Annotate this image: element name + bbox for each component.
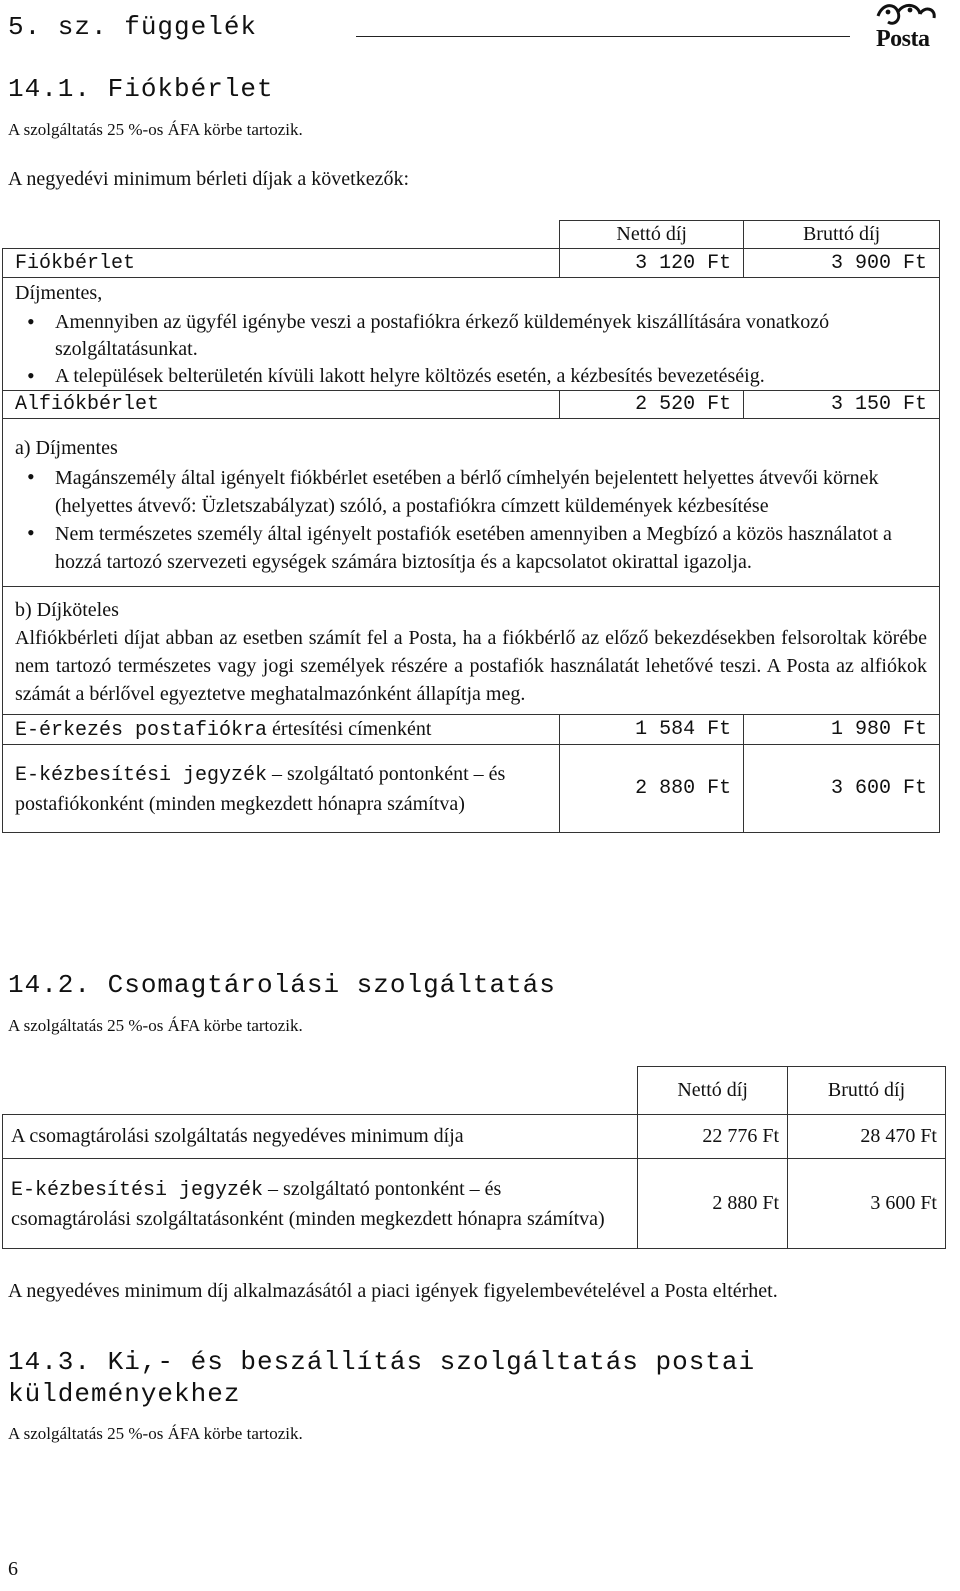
page-number: 6 <box>8 1558 18 1580</box>
free-conditions-row <box>3 278 940 391</box>
section-heading-14-2: 14.2. Csomagtárolási szolgáltatás <box>8 970 556 1000</box>
list-item: • A települések belterületén kívüli lakott helyre költözés esetén, a kézbesítés bevezetéséig. <box>15 363 927 390</box>
intro-text: A negyedévi minimum bérleti díjak a következők: <box>8 168 410 190</box>
net-value: 2 880 Ft <box>560 745 744 833</box>
table-header-row <box>3 221 940 249</box>
row-label: A csomagtárolási szolgáltatás negyedéves minimum díja <box>3 1115 638 1159</box>
col-gross-header: Bruttó díj <box>788 1067 946 1115</box>
net-value: 2 880 Ft <box>638 1159 788 1249</box>
row-label-text: – szolgáltató pontonként – és postafiókonként (minden megkezdett hónapra számítva) <box>15 762 506 815</box>
row-label-code: E-kézbesítési jegyzék <box>11 1178 264 1202</box>
vat-note: A szolgáltatás 25 %-os ÁFA körbe tartozik. <box>8 120 303 139</box>
vat-note: A szolgáltatás 25 %-os ÁFA körbe tartozik. <box>8 1424 303 1443</box>
section-heading-14-3: 14.3. Ki,- és beszállítás szolgáltatás postai küldeményekhez <box>8 1347 756 1409</box>
fee-table-14-1 <box>2 220 940 833</box>
table-row <box>3 249 940 278</box>
list-item: • Magánszemély által igényelt fiókbérlet esetében a bérlő címhelyén bejelentett helyettes átvevői körnek (helyettes átvevő: Üzletszabályzat) szóló, a postafiókra címzett küldemények kézbesítése <box>15 464 927 520</box>
gross-value: 3 150 Ft <box>744 391 940 419</box>
chargeable-label: b) Díjköteles <box>15 599 119 621</box>
posta-logo-text: Posta <box>876 26 930 52</box>
chargeable-row <box>3 587 940 715</box>
footnote: A negyedéves minimum díj alkalmazásától a piaci igények figyelembevételével a Posta eltérhet. <box>8 1280 778 1302</box>
table-row <box>3 745 940 833</box>
row-label: Alfiókbérlet <box>3 391 560 419</box>
col-gross-header: Bruttó díj <box>744 221 940 249</box>
net-value: 1 584 Ft <box>560 715 744 745</box>
row-label <box>3 715 560 745</box>
header-rule <box>356 36 850 37</box>
gross-value: 1 980 Ft <box>744 715 940 745</box>
document-title: 5. sz. függelék <box>8 12 258 42</box>
exempt-row <box>3 419 940 587</box>
gross-value: 28 470 Ft <box>788 1115 946 1159</box>
row-label-code: E-kézbesítési jegyzék <box>15 763 268 787</box>
vat-note: A szolgáltatás 25 %-os ÁFA körbe tartozik. <box>8 1016 303 1035</box>
gross-value: 3 600 Ft <box>744 745 940 833</box>
row-label <box>3 745 560 833</box>
row-label-text: értesítési címenként <box>267 717 432 740</box>
section-heading-14-1: 14.1. Fiókbérlet <box>8 74 274 104</box>
table-row <box>3 1159 946 1249</box>
exempt-label: a) Díjmentes <box>15 437 118 459</box>
gross-value: 3 600 Ft <box>788 1159 946 1249</box>
list-item: • Amennyiben az ügyfél igénybe veszi a postafiókra érkező küldemények kiszállítására vonatkozó szolgáltatásunkat. <box>15 309 927 363</box>
row-label-text: – szolgáltató pontonként – és csomagtárolási szolgáltatásonként (minden megkezdett hónapra számítva) <box>11 1177 605 1230</box>
table-header-row <box>3 1067 946 1115</box>
fee-table-14-2 <box>2 1066 946 1249</box>
row-label-code: E-érkezés postafiókra <box>15 718 268 742</box>
net-value: 3 120 Ft <box>560 249 744 278</box>
col-net-header: Nettó díj <box>560 221 744 249</box>
exempt-list <box>15 464 927 576</box>
col-net-header: Nettó díj <box>638 1067 788 1115</box>
posta-logo <box>864 0 944 64</box>
row-label <box>3 1159 638 1249</box>
gross-value: 3 900 Ft <box>744 249 940 278</box>
list-item: • Nem természetes személy által igényelt postafiók esetében amennyiben a Megbízó a közös használatot a hozzá tartozó szervezeti egységek számára biztosítja és a kapcsolatot okirattal igazolja. <box>15 520 927 576</box>
table-row <box>3 391 940 419</box>
free-label: Díjmentes, <box>15 282 103 304</box>
table-row <box>3 715 940 745</box>
net-value: 2 520 Ft <box>560 391 744 419</box>
table-row <box>3 1115 946 1159</box>
chargeable-text: Alfiókbérleti díjat abban az esetben számít fel a Posta, ha a fiókbérlő az előző bekezdésekben felsoroltak körébe nem tartozó természetes vagy jogi személyek részére a postafiók használatát lehetővé teszi. A Posta az alfiókok számát a bérlővel egyeztetve meghatalmazónként állapítja meg. <box>15 627 927 705</box>
row-label: Fiókbérlet <box>3 249 560 278</box>
free-list <box>15 309 927 390</box>
net-value: 22 776 Ft <box>638 1115 788 1159</box>
